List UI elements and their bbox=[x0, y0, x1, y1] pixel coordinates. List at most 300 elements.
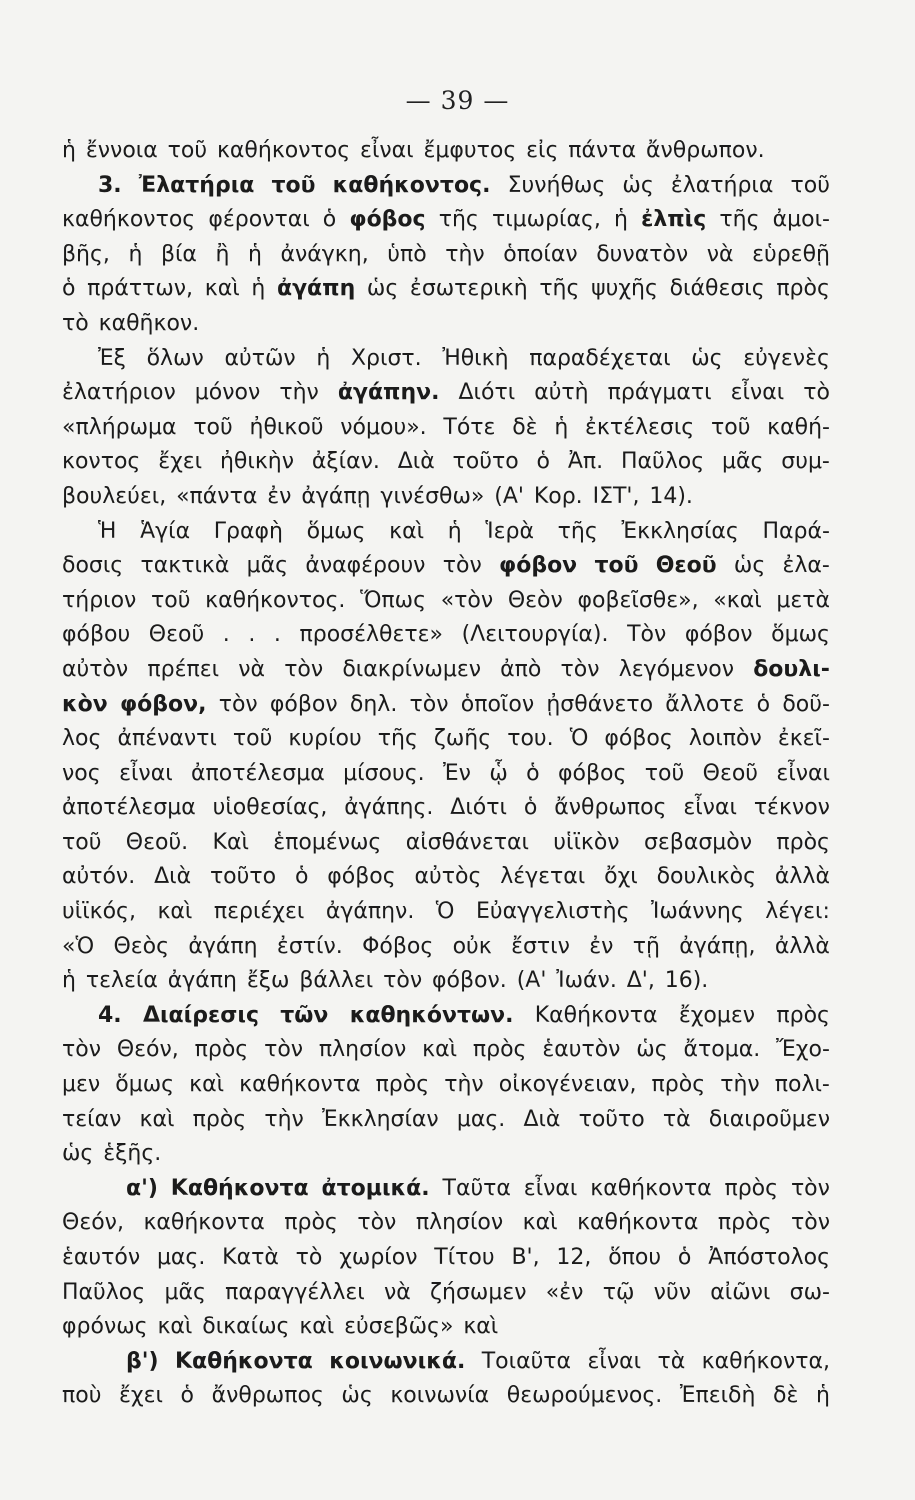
text-line bbox=[62, 242, 830, 277]
word: μόνον bbox=[194, 380, 261, 406]
word: πρὸς bbox=[651, 1072, 706, 1098]
word: ἀλλὰ bbox=[774, 864, 830, 890]
word: πρὸς bbox=[776, 1002, 830, 1028]
word: ἀναφέρουν bbox=[305, 553, 426, 579]
word: εἶναι bbox=[523, 1175, 578, 1201]
word: ἀγάπην. bbox=[337, 380, 440, 406]
word: εἶναι bbox=[587, 1348, 642, 1374]
word: πράττων, bbox=[87, 276, 194, 302]
word: αὐτὸν bbox=[62, 656, 129, 682]
text-line bbox=[62, 1245, 830, 1280]
word: μας. bbox=[456, 1106, 506, 1132]
word: ὁ bbox=[294, 864, 309, 890]
word: ἠθικοῦ bbox=[249, 414, 324, 440]
word: τείαν bbox=[62, 1106, 122, 1132]
word: τοῦ bbox=[193, 414, 233, 440]
word: τὸ bbox=[62, 310, 89, 336]
word: υἱοθεσίας, bbox=[212, 795, 328, 821]
word: φοβεῖσθε», bbox=[577, 587, 699, 613]
word: πρὸς bbox=[192, 1106, 247, 1132]
word: Τότε bbox=[443, 414, 496, 440]
word: πρέπει bbox=[147, 656, 220, 682]
word: ἀγάπης. bbox=[344, 795, 434, 821]
word: ΙΣΤ', bbox=[592, 483, 640, 509]
word: Ἀπόστολος bbox=[708, 1245, 830, 1270]
word: ἀγάπην. bbox=[325, 899, 415, 925]
text-line bbox=[62, 1383, 830, 1418]
word: πρὸς bbox=[776, 829, 830, 855]
word: ἄνθρωπος bbox=[554, 795, 667, 821]
word: ὄχι bbox=[604, 864, 638, 890]
word: δικαίως bbox=[202, 1314, 290, 1340]
text-line bbox=[62, 1314, 830, 1349]
text-line bbox=[62, 1349, 830, 1384]
word: Καθήκοντα bbox=[534, 1002, 658, 1028]
word: καὶ bbox=[522, 1210, 558, 1236]
word: τοῦ bbox=[790, 172, 830, 198]
word: ἀγάπη bbox=[167, 968, 237, 994]
word: ἔστιν bbox=[511, 933, 570, 959]
word: εὐγενὲς bbox=[743, 345, 830, 371]
word: (Α' bbox=[516, 968, 547, 994]
text-line bbox=[62, 622, 830, 657]
word: τὸν bbox=[383, 968, 423, 994]
word: Ἐκκλησίας bbox=[621, 518, 739, 544]
text-line bbox=[62, 1280, 830, 1315]
word: αἰσθάνεται bbox=[405, 829, 529, 855]
word: Παῦλος bbox=[620, 449, 705, 475]
word: (Α' bbox=[494, 483, 524, 509]
word: . bbox=[248, 622, 256, 648]
text-line bbox=[62, 830, 830, 865]
word: Παρά- bbox=[762, 518, 830, 544]
word: ἡ bbox=[815, 1383, 830, 1409]
word: ἀνάγκη, bbox=[280, 241, 369, 267]
word: τὴν bbox=[279, 380, 319, 406]
word: πρὸς bbox=[472, 1037, 527, 1063]
word: Παῦλος bbox=[62, 1279, 146, 1305]
word: «πάντα bbox=[176, 483, 258, 509]
word: πρὸς bbox=[284, 1210, 338, 1236]
word: . bbox=[222, 622, 230, 648]
word: μας. bbox=[156, 1245, 206, 1270]
word: καθήκοντος. bbox=[205, 587, 346, 613]
word: νὰ bbox=[706, 241, 734, 267]
text-line bbox=[62, 1107, 830, 1142]
word: ᾧ bbox=[489, 760, 508, 786]
word: πρὸς bbox=[776, 276, 830, 302]
word: πρὸς bbox=[724, 1175, 779, 1201]
word: ἐσωτερικὴ bbox=[409, 276, 528, 302]
word: ὁ bbox=[180, 1383, 194, 1409]
text-line bbox=[62, 795, 830, 830]
word: ᾐσθάνετο bbox=[546, 691, 654, 717]
word: ἔννοια bbox=[85, 138, 158, 163]
word: βουλεύει, bbox=[62, 483, 167, 509]
word: ἀπὸ bbox=[500, 656, 542, 682]
text-line bbox=[62, 899, 830, 934]
word: ἀλλὰ bbox=[774, 933, 830, 959]
word: Θεόν, bbox=[62, 1210, 124, 1236]
text-line bbox=[62, 553, 830, 588]
word: ἡ bbox=[128, 241, 143, 267]
word: ἐν bbox=[267, 483, 292, 509]
word: Ἐκκλησίαν bbox=[322, 1106, 439, 1132]
word: αὐτὸς bbox=[414, 864, 482, 890]
word: σω- bbox=[789, 1279, 830, 1305]
word: φόβον bbox=[499, 553, 578, 579]
word: ὡς bbox=[691, 345, 723, 371]
word: ὅλων bbox=[146, 345, 204, 371]
word: μίσους. bbox=[343, 760, 425, 786]
word: Γραφὴ bbox=[213, 518, 283, 544]
word: πράγματι bbox=[607, 380, 712, 406]
word: τοῦτο bbox=[578, 1106, 645, 1132]
word: ἐκτέλεσις bbox=[585, 414, 695, 440]
word: Ἐξ bbox=[98, 345, 126, 371]
word: ἄνθρωπος bbox=[211, 1383, 324, 1409]
word: τῆς bbox=[438, 207, 479, 233]
word: ὁποῖον bbox=[460, 691, 535, 717]
text-line bbox=[62, 311, 830, 346]
text-line bbox=[62, 968, 830, 1003]
word: ἐκεῖ- bbox=[777, 726, 830, 752]
word: ὡς bbox=[366, 276, 399, 302]
word: ἑαυτόν bbox=[62, 1245, 141, 1270]
text-line bbox=[62, 173, 830, 208]
word: τῆς bbox=[377, 726, 418, 752]
word: ἡ bbox=[247, 241, 262, 267]
word: β') bbox=[126, 1348, 159, 1374]
word: ἠθικὴν bbox=[219, 449, 295, 475]
text-line bbox=[62, 761, 830, 796]
word: προσέλθετε» bbox=[299, 622, 443, 648]
word: τοῦ bbox=[271, 172, 316, 198]
word: τὸν bbox=[560, 656, 600, 682]
word: πρὸς bbox=[375, 1072, 430, 1098]
word: ἐλπὶς bbox=[641, 207, 707, 233]
word: τῷ bbox=[602, 1279, 635, 1305]
word: καθήκοντα bbox=[239, 1072, 361, 1098]
word: «πλήρωμα bbox=[62, 414, 177, 440]
word: τῇ bbox=[632, 933, 660, 959]
text-line bbox=[62, 449, 830, 484]
word: Καθήκοντα bbox=[174, 1348, 313, 1374]
word: Ἰωάννης bbox=[651, 899, 744, 925]
word: λεγόμενον bbox=[618, 656, 735, 682]
word: βάλλει bbox=[299, 968, 374, 994]
word: τακτικὰ bbox=[140, 553, 230, 579]
word: φόβος bbox=[327, 864, 396, 890]
word: Διότι bbox=[450, 795, 507, 821]
word: αὐτόν. bbox=[62, 864, 136, 890]
word: ἑαυτὸν bbox=[542, 1037, 621, 1063]
word: τὸν bbox=[264, 1037, 304, 1063]
word: Καὶ bbox=[212, 829, 249, 855]
word: φέρονται bbox=[208, 207, 310, 233]
word: Εὐαγγελιστὴς bbox=[475, 899, 630, 925]
word: ὁ bbox=[536, 449, 550, 475]
word: τὴν bbox=[444, 1072, 484, 1098]
word: τὸ bbox=[295, 1245, 323, 1270]
text-line bbox=[62, 726, 830, 761]
word: ἀγάπῃ bbox=[301, 483, 371, 509]
word: ἔξω bbox=[246, 968, 290, 994]
word: τοῦτο bbox=[452, 449, 519, 475]
word: 16). bbox=[664, 968, 709, 994]
word: ὅμως bbox=[306, 518, 366, 544]
word: παραδέχεται bbox=[529, 345, 671, 371]
word: καθήκοντα bbox=[143, 1210, 265, 1236]
word: Τίτου bbox=[434, 1245, 495, 1270]
word: Θεοῦ bbox=[655, 553, 717, 579]
word: ἀξίαν. bbox=[311, 449, 380, 475]
word: δὲ bbox=[773, 1383, 799, 1409]
word: Ἁγία bbox=[140, 518, 191, 544]
text-line bbox=[62, 1072, 830, 1107]
word: ἄτομα. bbox=[683, 1037, 761, 1063]
word: διακρίνωμεν bbox=[342, 656, 482, 682]
word: σεβασμὸν bbox=[643, 829, 753, 855]
word: οἰκογένειαν, bbox=[498, 1072, 637, 1098]
word: ὡς bbox=[341, 1383, 373, 1409]
word: μεν bbox=[62, 1072, 101, 1098]
word: Ἐλατήρια bbox=[138, 172, 255, 198]
word: ἐλατήριον bbox=[62, 380, 176, 406]
word: τέκνον bbox=[753, 795, 830, 821]
word: γινέσθω» bbox=[380, 483, 485, 509]
word: τὸν bbox=[409, 691, 449, 717]
word: δουλικὸς bbox=[656, 864, 757, 890]
text-line bbox=[62, 934, 830, 969]
word: Θεοῦ bbox=[702, 760, 759, 786]
word: πλησίον bbox=[318, 1037, 407, 1063]
word: αἰῶνι bbox=[710, 1279, 771, 1305]
text-line bbox=[62, 276, 830, 311]
word: φόβος bbox=[558, 760, 627, 786]
word: τὴν bbox=[264, 1106, 304, 1132]
word: εὑρεθῇ bbox=[752, 241, 830, 267]
word: λοιπὸν bbox=[688, 726, 762, 752]
word: νὰ bbox=[238, 656, 266, 682]
body-text bbox=[62, 138, 830, 1418]
word: καθήκοντα, bbox=[701, 1348, 830, 1374]
text-line bbox=[62, 207, 830, 242]
word: τῶν bbox=[280, 1002, 329, 1028]
word: εἰς bbox=[526, 138, 559, 163]
word: μᾶς bbox=[246, 553, 289, 579]
word: διάθεσις bbox=[669, 276, 765, 302]
word: Θεοῦ bbox=[148, 622, 205, 648]
word: λέγεται bbox=[500, 864, 586, 890]
word: ἔμφυτος bbox=[423, 138, 517, 163]
text-line bbox=[62, 484, 830, 519]
word: καὶ bbox=[157, 1314, 193, 1340]
word: δηλ. bbox=[349, 691, 398, 717]
word: πλησίον bbox=[415, 1210, 504, 1236]
word: καθήκοντος. bbox=[332, 172, 491, 198]
text-line bbox=[62, 138, 830, 173]
word: φόβος bbox=[349, 207, 426, 233]
word: τοῦ bbox=[644, 760, 685, 786]
text-line bbox=[62, 864, 830, 899]
word: Χριστ. bbox=[350, 345, 422, 371]
word: ἄνθρωπον. bbox=[645, 138, 765, 163]
word: Ἱερὰ bbox=[485, 518, 534, 544]
word: βία bbox=[160, 241, 197, 267]
word: Ὁ bbox=[569, 726, 589, 752]
word: συμ- bbox=[781, 449, 830, 475]
word: εὐσεβῶς» bbox=[344, 1314, 454, 1340]
word: καθήκοντα bbox=[577, 1210, 699, 1236]
word: ἑξῆς. bbox=[103, 1141, 162, 1167]
word: καὶ bbox=[299, 1314, 335, 1340]
word: λέγει: bbox=[765, 899, 830, 925]
word: ἔχει bbox=[119, 1383, 163, 1409]
word: Διὰ bbox=[154, 864, 192, 890]
word: κὸν bbox=[62, 691, 108, 717]
word: ἀγάπη bbox=[276, 276, 356, 302]
word: ζήσωμεν bbox=[430, 1279, 527, 1305]
word: διαιροῦμεν bbox=[708, 1106, 830, 1132]
word: Β', bbox=[511, 1245, 540, 1270]
word: ὡς bbox=[636, 1037, 668, 1063]
word: τῆς bbox=[539, 276, 580, 302]
word: ἔχει bbox=[158, 449, 203, 475]
text-line bbox=[62, 415, 830, 450]
word: ἡ bbox=[62, 968, 76, 994]
word: ἡ bbox=[554, 414, 569, 440]
word: μετὰ bbox=[776, 587, 830, 613]
word: Ἐν bbox=[443, 760, 471, 786]
word: πρὸς bbox=[194, 1037, 249, 1063]
word: 14). bbox=[649, 483, 693, 509]
text-line bbox=[62, 519, 830, 554]
word: παραγγέλλει bbox=[225, 1279, 365, 1305]
word: τὴν bbox=[720, 1072, 760, 1098]
word: πολι- bbox=[774, 1072, 830, 1098]
word: ποὺ bbox=[62, 1383, 102, 1409]
word: καὶ bbox=[157, 899, 193, 925]
word: τελεία bbox=[85, 968, 158, 994]
word: ἐλα- bbox=[782, 553, 830, 579]
word: νόμου». bbox=[340, 414, 427, 440]
word: τὸν bbox=[790, 1210, 830, 1236]
word: δοῦ- bbox=[782, 691, 830, 717]
word: Ὅπως bbox=[360, 587, 426, 613]
word: καὶ bbox=[463, 1314, 499, 1340]
word: φόβον bbox=[269, 691, 338, 717]
word: ἐστίν. bbox=[276, 933, 343, 959]
word: ἡ bbox=[316, 345, 331, 371]
word: Δ', bbox=[626, 968, 655, 994]
text-line bbox=[62, 692, 830, 727]
word: τὸν bbox=[442, 553, 482, 579]
word: τὴν bbox=[445, 241, 485, 267]
word: ζωῆς bbox=[433, 726, 492, 752]
word: κοινωνία bbox=[390, 1383, 490, 1409]
word: Συνήθως bbox=[507, 172, 606, 198]
word: καθήκοντος bbox=[216, 138, 351, 163]
word: τοῦτο bbox=[209, 864, 277, 890]
word: καὶ bbox=[422, 1037, 458, 1063]
word: Ἐπειδὴ bbox=[679, 1383, 756, 1409]
word: ὡς bbox=[622, 172, 654, 198]
word: ὁ bbox=[756, 691, 771, 717]
word: πάντα bbox=[568, 138, 637, 163]
word: περιέχει bbox=[213, 899, 305, 925]
word: Ἠθικὴ bbox=[442, 345, 509, 371]
word: ἀμοι- bbox=[772, 207, 830, 233]
word: αὐτῶν bbox=[224, 345, 296, 371]
word: ὁποίαν bbox=[503, 241, 578, 267]
word: «Ὁ bbox=[62, 933, 95, 959]
word: τὰ bbox=[657, 1348, 686, 1374]
word: Ταῦτα bbox=[442, 1175, 511, 1201]
word: ὅμως bbox=[771, 622, 830, 648]
word: φρόνως bbox=[62, 1314, 148, 1340]
word: ὁ bbox=[677, 1245, 692, 1270]
word: τιμωρίας, bbox=[491, 207, 601, 233]
word: Διαίρεσις bbox=[142, 1002, 259, 1028]
word: ἡ bbox=[447, 518, 462, 544]
word: «ἐν bbox=[545, 1279, 584, 1305]
word: ἀποτέλεσμα bbox=[191, 760, 325, 786]
word: θεωρούμενος. bbox=[506, 1383, 663, 1409]
word: κοντος bbox=[62, 449, 141, 475]
word: τοῦ bbox=[594, 553, 639, 579]
word: ἀτομικά. bbox=[321, 1175, 430, 1201]
word: 12, bbox=[556, 1245, 592, 1270]
word: Κατὰ bbox=[222, 1245, 279, 1270]
word: εἶναι bbox=[730, 380, 785, 406]
word: ψυχῆς bbox=[591, 276, 658, 302]
word: Ἀπ. bbox=[567, 449, 604, 475]
word: του. bbox=[507, 726, 554, 752]
word: καὶ bbox=[139, 1106, 175, 1132]
word: καθήκοντος bbox=[62, 207, 196, 233]
word: τὸν bbox=[284, 656, 324, 682]
word: τοῦ bbox=[710, 414, 751, 440]
word: καὶ bbox=[189, 1072, 225, 1098]
word: φόβου bbox=[62, 622, 131, 648]
word: ἀγάπη bbox=[188, 933, 258, 959]
word: «τὸν bbox=[440, 587, 494, 613]
word: Θεὸν bbox=[507, 587, 563, 613]
word: καὶ bbox=[389, 518, 425, 544]
word: ὁ bbox=[526, 760, 540, 786]
text-line bbox=[62, 588, 830, 623]
text-line bbox=[62, 1141, 830, 1176]
word: Ἰωάν. bbox=[556, 968, 617, 994]
text-line bbox=[62, 380, 830, 415]
word: τῆς bbox=[719, 207, 760, 233]
word: καθῆκον. bbox=[98, 310, 200, 336]
word: (Λειτουργία). bbox=[461, 622, 609, 648]
word: 4. bbox=[98, 1002, 122, 1028]
text-line bbox=[62, 1003, 830, 1038]
word: α') bbox=[126, 1175, 158, 1201]
text-line bbox=[62, 346, 830, 381]
page-number: — 39 — bbox=[405, 86, 510, 115]
word: ὁ bbox=[322, 207, 337, 233]
word: ἑπομένως bbox=[273, 829, 382, 855]
word: κοινωνικά. bbox=[329, 1348, 466, 1374]
word: εἶναι bbox=[776, 760, 830, 786]
word: οὐκ bbox=[452, 933, 492, 959]
word: τοῦ bbox=[151, 587, 191, 613]
word: τὸν bbox=[62, 1037, 101, 1063]
